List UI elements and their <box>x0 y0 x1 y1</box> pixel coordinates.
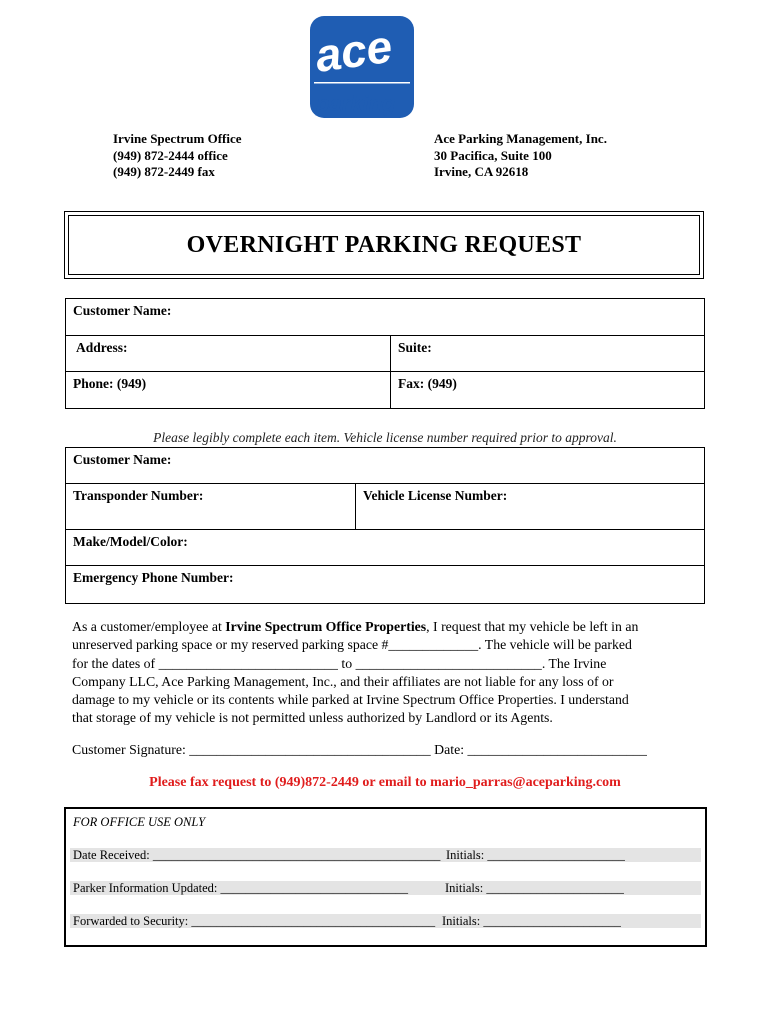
address-field[interactable]: Address: <box>66 336 391 372</box>
logo-word-ace: ace <box>311 19 396 82</box>
vehicle-customer-name-field[interactable]: Customer Name: <box>66 448 705 484</box>
logo-word-parking: parking <box>316 91 396 116</box>
vehicle-license-field[interactable]: Vehicle License Number: <box>356 484 705 530</box>
agreement-text: As a customer/employee at <box>72 619 226 634</box>
customer-info-table <box>65 298 705 409</box>
property-name: Irvine Spectrum Office Properties <box>225 619 427 634</box>
agreement-text: , I request that my vehicle be left in an <box>426 619 639 634</box>
forwarded-security-label: Forwarded to Security: _______________________________________ <box>73 914 436 928</box>
office-use-section <box>64 807 707 947</box>
office-contact-block <box>113 131 242 181</box>
fax-request-notice: Please fax request to (949)872-2449 or email to mario_parras@aceparking.com <box>149 775 621 790</box>
fax-field[interactable]: Fax: (949) <box>391 372 705 409</box>
parker-info-initials: Initials: ______________________ <box>445 881 624 895</box>
agreement-paragraph <box>72 618 712 728</box>
agreement-line-1 <box>72 618 712 636</box>
agreement-line-6: that storage of my vehicle is not permitted unless authorized by Landlord or its Agents. <box>72 710 553 726</box>
suite-field[interactable]: Suite: <box>391 336 705 372</box>
company-address-block <box>434 131 607 181</box>
office-fax: (949) 872-2449 fax <box>113 164 215 179</box>
date-received-initials: Initials: ______________________ <box>446 848 625 862</box>
signature-date-line[interactable]: Customer Signature: ___________________________________ Date: __________________________ <box>72 742 647 757</box>
transponder-number-field[interactable]: Transponder Number: <box>66 484 356 530</box>
forwarded-security-row[interactable] <box>70 914 701 928</box>
forwarded-security-initials: Initials: ______________________ <box>442 914 621 928</box>
parker-info-label: Parker Information Updated: ______________________________ <box>73 881 409 895</box>
company-name: Ace Parking Management, Inc. <box>434 131 607 146</box>
phone-field[interactable]: Phone: (949) <box>66 372 391 409</box>
office-phone: (949) 872-2444 office <box>113 147 228 163</box>
make-model-color-field[interactable]: Make/Model/Color: <box>66 530 705 566</box>
title-box <box>64 211 704 279</box>
agreement-line-3[interactable]: for the dates of __________________________ to ___________________________. The Irvine <box>72 655 607 671</box>
office-name: Irvine Spectrum Office <box>113 131 242 146</box>
vehicle-info-table <box>65 447 705 604</box>
date-received-label: Date Received: ______________________________________________ <box>73 848 441 862</box>
date-received-row[interactable] <box>70 848 701 862</box>
company-street: 30 Pacifica, Suite 100 <box>434 147 552 163</box>
company-city: Irvine, CA 92618 <box>434 164 529 179</box>
office-use-header: FOR OFFICE USE ONLY <box>73 815 206 829</box>
agreement-line-5: damage to my vehicle or its contents while parked at Irvine Spectrum Office Properties. I understand <box>72 692 629 708</box>
instruction-note: Please legibly complete each item. Vehicle license number required prior to approval. <box>153 430 617 445</box>
ace-parking-logo <box>310 16 414 118</box>
page-title: OVERNIGHT PARKING REQUEST <box>186 231 582 258</box>
parker-info-row[interactable] <box>70 881 701 895</box>
agreement-line-2[interactable]: unreserved parking space or my reserved parking space #_____________. The vehicle will be parked <box>72 637 632 653</box>
customer-name-field[interactable]: Customer Name: <box>66 299 705 336</box>
emergency-phone-field[interactable]: Emergency Phone Number: <box>66 566 705 604</box>
agreement-line-4: Company LLC, Ace Parking Management, Inc., and their affiliates are not liable for any loss of or <box>72 673 614 689</box>
